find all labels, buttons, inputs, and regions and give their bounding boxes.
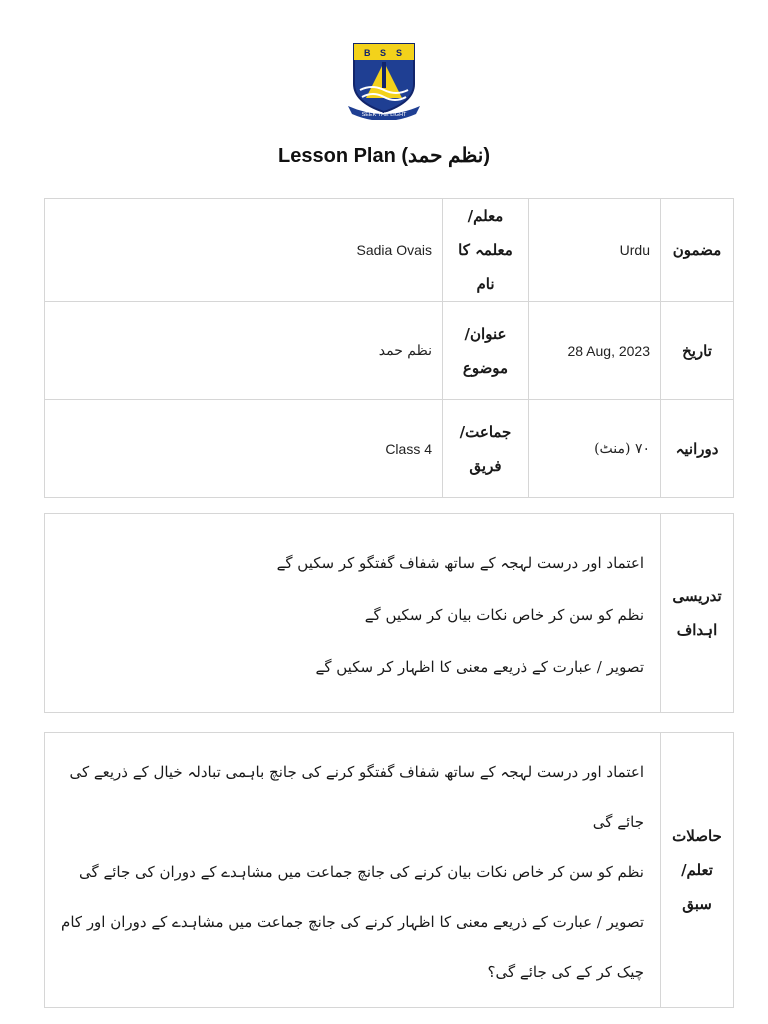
outcome-line: اعتماد اور درست لہجہ کے ساتھ شفاف گفتگو کرنے کی جانچ باہمی تبادلہ خیال کے ذریعے کی جائے گی — [69, 763, 644, 831]
date-value: 28 Aug, 2023 — [529, 302, 661, 400]
topic-value: نظم حمد — [45, 302, 443, 400]
objective-line: تصویر / عبارت کے ذریعے معنی کا اظہار کر سکیں گے — [315, 658, 644, 676]
outcomes-label: حاصلات تعلم/ سبق — [661, 733, 734, 1008]
info-row-duration — [45, 400, 734, 498]
logo-letter-s2: S — [396, 48, 403, 58]
logo-letter-b: B — [364, 48, 371, 58]
page-title: Lesson Plan (نظم حمد) — [278, 145, 490, 167]
outcome-line: تصویر / عبارت کے ذریعے معنی کا اظہار کرنے کی جانچ جماعت میں مشاہدے کے دوران اور کام چیک کر کے کی جائے گی؟ — [61, 913, 644, 981]
subject-value: Urdu — [529, 199, 661, 302]
school-logo — [346, 40, 422, 120]
outcomes-content — [45, 733, 661, 1008]
class-value: Class 4 — [45, 400, 443, 498]
objectives-content — [45, 514, 661, 713]
duration-value: ۷۰ (منٹ) — [529, 400, 661, 498]
info-row-subject — [45, 199, 734, 302]
teacher-name-value: Sadia Ovais — [45, 199, 443, 302]
logo-motto: SEEK THE LIGHT — [361, 112, 407, 118]
outcomes-table — [44, 732, 734, 1008]
logo-letter-s1: S — [380, 48, 387, 58]
topic-label: عنوان/ موضوع — [443, 302, 529, 400]
objectives-table — [44, 513, 734, 713]
teacher-name-label: معلم/معلمہ کا نام — [443, 199, 529, 302]
info-table — [44, 198, 734, 498]
objective-line: اعتماد اور درست لہجہ کے ساتھ شفاف گفتگو کر سکیں گے — [276, 554, 644, 572]
duration-label: دورانیہ — [661, 400, 734, 498]
class-label: جماعت/ فریق — [443, 400, 529, 498]
objective-line: نظم کو سن کر خاص نکات بیان کر سکیں گے — [364, 606, 644, 624]
subject-label: مضمون — [661, 199, 734, 302]
info-row-date — [45, 302, 734, 400]
objectives-label: تدریسی اہداف — [661, 514, 734, 713]
outcome-line: نظم کو سن کر خاص نکات بیان کرنے کی جانچ جماعت میں مشاہدے کے دوران کی جائے گی — [79, 863, 644, 881]
date-label: تاریخ — [661, 302, 734, 400]
